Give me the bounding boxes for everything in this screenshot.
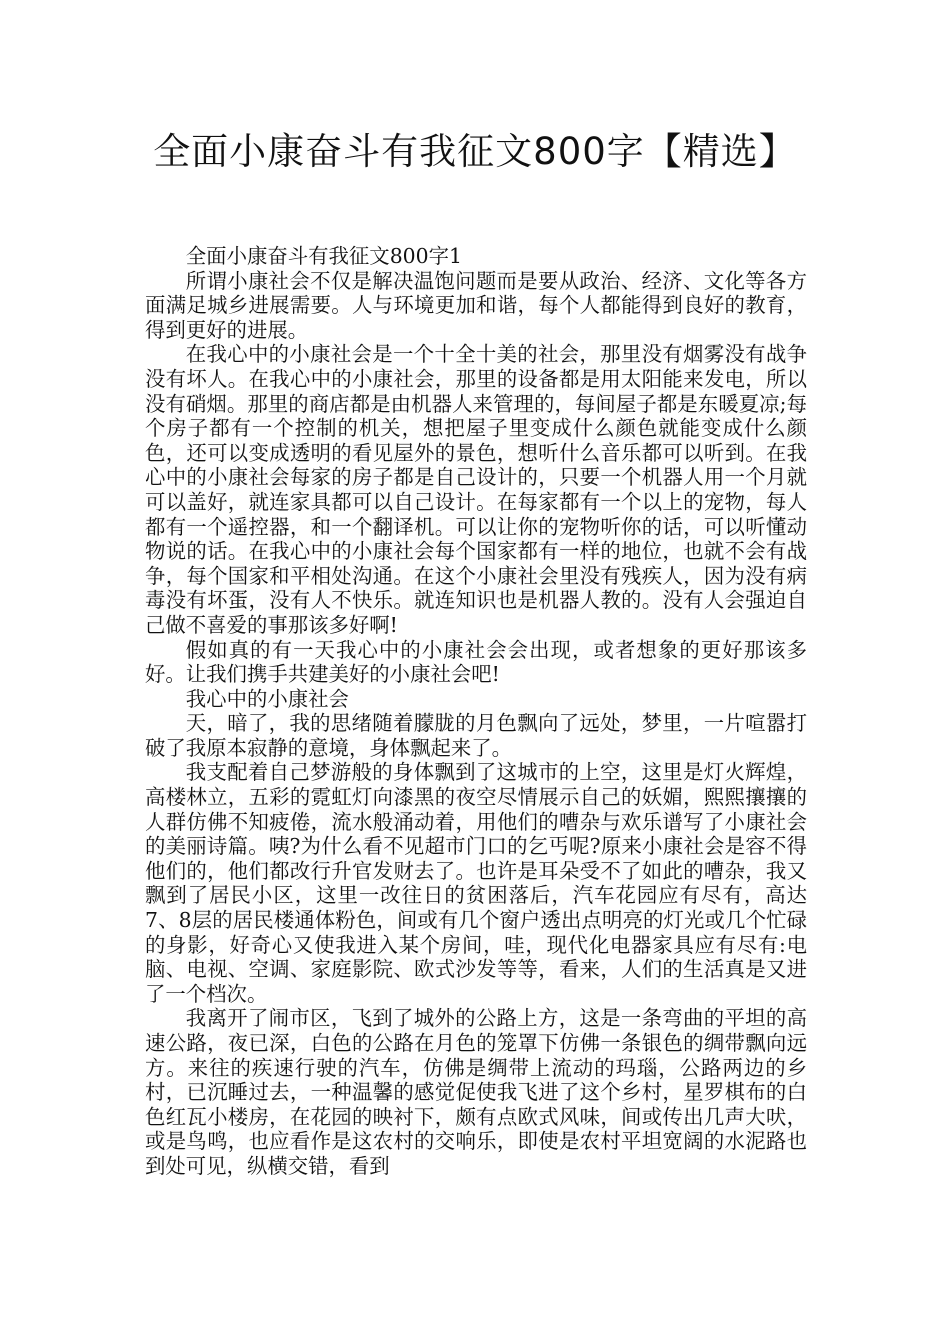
paragraph-5: 我心中的小康社会 bbox=[185, 686, 349, 711]
paragraph-7: 我支配着自己梦游般的身体飘到了这城市的上空，这里是灯火辉煌，高楼林立，五彩的霓虹灯向漆黑的夜空尽情展示自己的妖媚，熙熙攘攘的人群仿佛不知疲倦，流水般涌动着，用他们的嘈杂与欢乐谱写了小康社会的美丽诗篇。咦?为什么看不见超市门口的乞丐呢?原来小康社会是容不得他们的，他们都改行升官发财去了。也许是耳朵受不了如此的嘈杂，我又飘到了居民小区，这里一改往日的贫困落后，汽车花园应有尽有，高达7、8层的居民楼通体粉色，间或有几个窗户透出点明亮的灯光或几个忙碌的身影，好奇心又使我进入某个房间，哇，现代化电器家具应有尽有:电脑、电视、空调、家庭影院、欧式沙发等等，看来，人们的生活真是又进了一个档次。 bbox=[145, 760, 807, 1006]
paragraph-6: 天，暗了，我的思绪随着朦胧的月色飘向了远处，梦里，一片喧嚣打破了我原本寂静的意境，身体飘起来了。 bbox=[145, 711, 807, 760]
paragraph-4: 假如真的有一天我心中的小康社会会出现，或者想象的更好那该多好。让我们携手共建美好的小康社会吧! bbox=[145, 637, 807, 687]
paragraph-1: 全面小康奋斗有我征文800字1 bbox=[185, 244, 462, 268]
paragraph-3: 在我心中的小康社会是一个十全十美的社会，那里没有烟雾没有战争没有坏人。在我心中的小康社会，那里的设备都是用太阳能来发电，所以没有硝烟。那里的商店都是由机器人来管理的，每间屋子都是东暖夏凉;每个房子都有一个控制的机关，想把屋子里变成什么颜色就能变成什么颜色，还可以变成透明的看见屋外的景色，想听什么音乐都可以听到。在我心中的小康社会每家的房子都是自己设计的，只要一个机器人用一个月就可以盖好，就连家具都可以自己设计。在每家都有一个以上的宠物，每人都有一个遥控器，和一个翻译机。可以让你的宠物听你的话，可以听懂动物说的话。在我心中的小康社会每个国家都有一样的地位，也就不会有战争，每个国家和平相处沟通。在这个小康社会里没有残疾人，因为没有病毒没有坏蛋，没有人不快乐。就连知识也是机器人教的。没有人会强迫自己做不喜爱的事那该多好啊! bbox=[145, 342, 807, 637]
document-title: 全面小康奋斗有我征文800字【精选】 bbox=[153, 130, 797, 173]
paragraph-2: 所谓小康社会不仅是解决温饱问题而是要从政治、经济、文化等各方面满足城乡进展需要。人与环境更加和谐，每个人都能得到良好的教育，得到更好的进展。 bbox=[145, 268, 807, 342]
paragraph-8: 我离开了闹市区，飞到了城外的公路上方，这是一条弯曲的平坦的高速公路，夜已深，白色的公路在月色的笼罩下仿佛一条银色的绸带飘向远方。来往的疾速行驶的汽车，仿佛是绸带上流动的玛瑙，公路两边的乡村，已沉睡过去，一种温馨的感觉促使我飞进了这个乡村，星罗棋布的白色红瓦小楼房，在花园的映衬下，颇有点欧式风味，间或传出几声大吠，或是鸟鸣，也应看作是这农村的交响乐，即使是农村平坦宽阔的水泥路也到处可见，纵横交错，看到 bbox=[145, 1006, 807, 1178]
document-body bbox=[145, 244, 807, 1179]
